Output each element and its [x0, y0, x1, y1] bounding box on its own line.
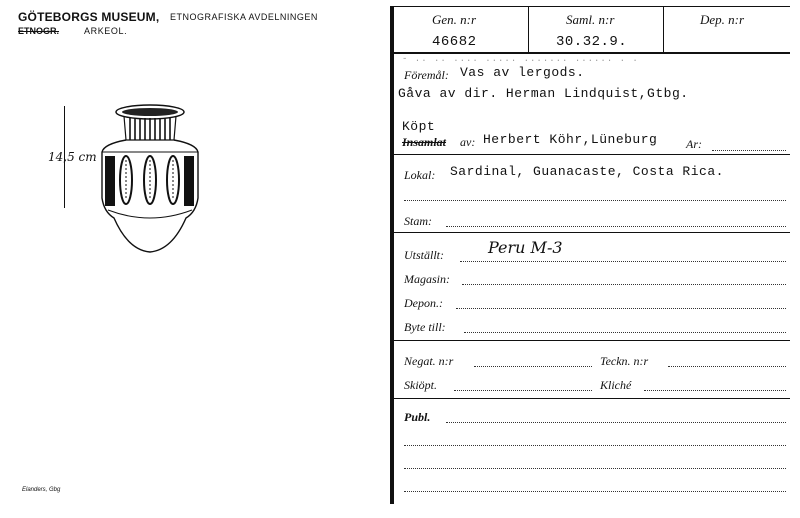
utstallt-line [460, 261, 786, 262]
height-label: 14,5 cm [48, 150, 97, 164]
teckn-line [668, 366, 786, 367]
kopt-value: Köpt [402, 119, 436, 134]
stam-label: Stam: [404, 214, 432, 228]
publ-line-1 [446, 422, 786, 423]
depon-line [456, 308, 786, 309]
section-border-2 [394, 232, 790, 233]
vase-sketch [88, 100, 218, 260]
negat-line [474, 366, 592, 367]
saml-label: Saml. n:r [566, 12, 615, 27]
section-border-1 [394, 154, 790, 155]
printer-mark: Elanders, Gbg [22, 487, 61, 493]
magasin-label: Magasin: [404, 272, 450, 286]
department-name: ETNOGRAFISKA AVDELNINGEN [170, 12, 318, 22]
teckn-label: Teckn. n:r [600, 354, 649, 368]
foremal-value: Vas av lergods. [460, 65, 585, 80]
gen-value: 46682 [432, 34, 477, 50]
museum-title: GÖTEBORGS MUSEUM, [18, 10, 160, 24]
av-value: Herbert Köhr,Lüneburg [483, 132, 658, 147]
faint-typing: - .. .. .... ..... ....... ...... . . [402, 54, 639, 64]
section-border-4 [394, 398, 790, 399]
foremal-label: Föremål: [404, 68, 449, 82]
cliche-label: Kliché [600, 378, 632, 392]
skiopt-label: Skiöpt. [404, 378, 437, 392]
divider-2 [663, 6, 664, 52]
insamlat-label: Insamlat [402, 135, 447, 149]
av-label: av: [460, 135, 476, 149]
magasin-line [462, 284, 786, 285]
card-left-border [390, 6, 394, 504]
negat-label: Negat. n:r [404, 354, 454, 368]
lokal-label: Lokal: [404, 168, 436, 182]
byte-label: Byte till: [404, 320, 446, 334]
utstallt-value: Peru M-3 [488, 238, 563, 257]
arkeol-label: ARKEOL. [84, 26, 128, 36]
depon-label: Depon.: [404, 296, 443, 310]
dep-label: Dep. n:r [700, 12, 745, 27]
utstallt-label: Utställt: [404, 248, 445, 262]
cliche-line [644, 390, 786, 391]
section-border-3 [394, 340, 790, 341]
stam-line [446, 226, 786, 227]
gava-value: Gåva av dir. Herman Lindquist,Gtbg. [398, 86, 689, 101]
byte-line [464, 332, 786, 333]
lokal-line [404, 200, 786, 201]
card-top-border [394, 6, 790, 7]
gen-label: Gen. n:r [432, 12, 477, 27]
publ-line-3 [404, 468, 786, 469]
skiopt-line [454, 390, 592, 391]
ar-line [712, 150, 786, 151]
saml-value: 30.32.9. [556, 34, 628, 50]
struck-department: ETNOGR. [18, 26, 60, 36]
publ-line-4 [404, 491, 786, 492]
publ-label: Publ. [404, 410, 431, 424]
ar-label: Ar: [686, 137, 702, 151]
lokal-value: Sardinal, Guanacaste, Costa Rica. [450, 164, 724, 179]
publ-line-2 [404, 445, 786, 446]
divider-1 [528, 6, 529, 52]
